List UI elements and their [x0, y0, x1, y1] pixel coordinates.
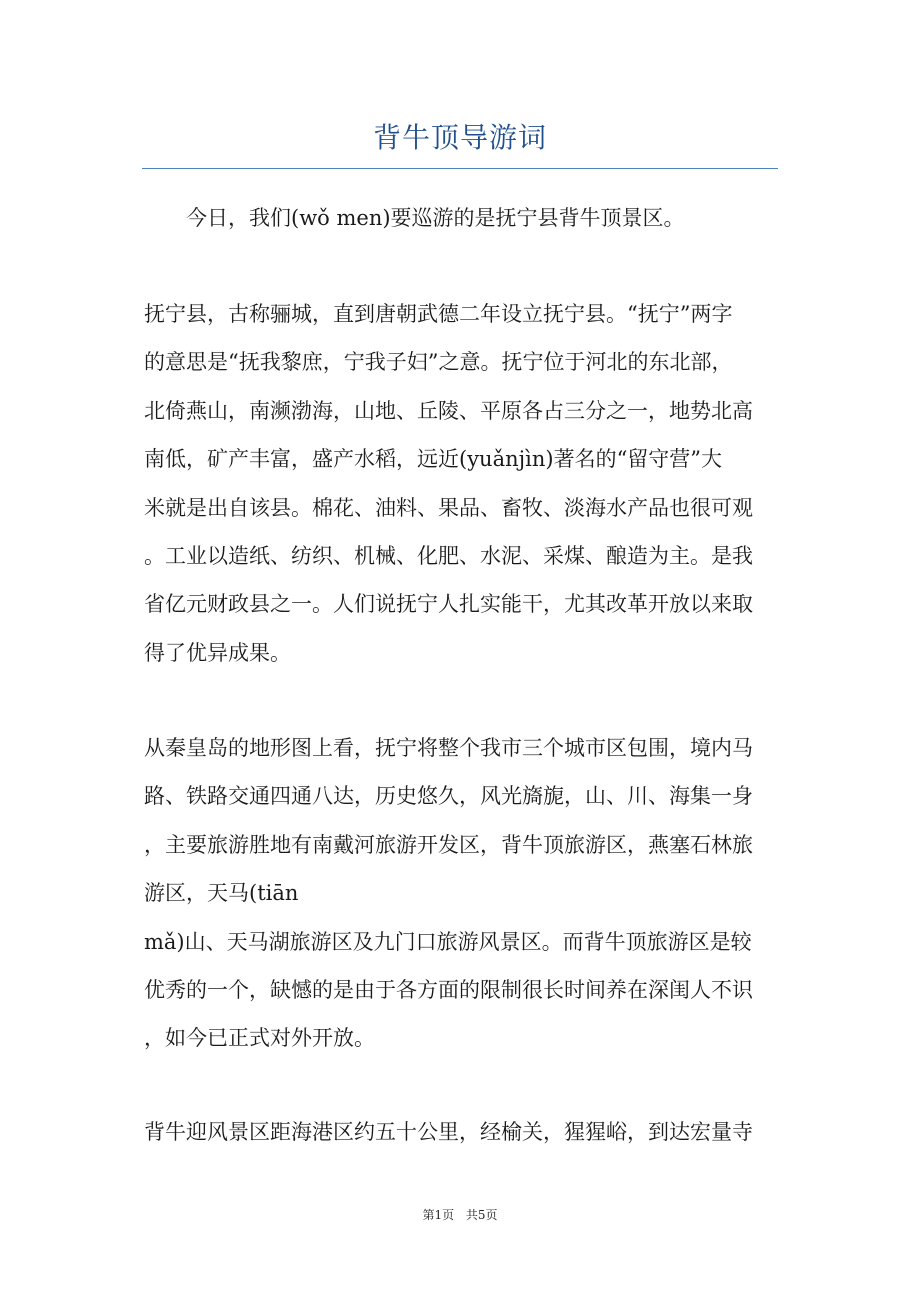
text-line: 。工业以造纸、纺织、机械、化肥、水泥、采煤、酿造为主。是我	[144, 543, 753, 568]
text-line: 得了优异成果。	[144, 640, 291, 665]
text-line: 背牛迎风景区距海港区约五十公里，经榆关，猩猩峪，到达宏量寺	[144, 1120, 753, 1144]
page-number: 第1页	[422, 1208, 455, 1222]
text-line: 游区，天马(tiān	[144, 881, 299, 906]
page-title: 背牛顶导游词	[372, 121, 547, 154]
title-divider	[142, 168, 778, 169]
page-footer	[0, 1207, 920, 1223]
text-line: 从秦皇岛的地形图上看，抚宁将整个我市三个城市区包围，境内马	[144, 736, 753, 760]
text-line: mǎ)山、天马湖旅游区及九门口旅游风景区。而背牛顶旅游区是较	[144, 929, 752, 954]
text-line: 北倚燕山，南濒渤海，山地、丘陵、平原各占三分之一，地势北高	[144, 398, 753, 423]
text-line: 的意思是“抚我黎庶，宁我子妇”之意。抚宁位于河北的东北部，	[144, 350, 733, 375]
text-line: 省亿元财政县之一。人们说抚宁人扎实能干，尤其改革开放以来取	[144, 592, 753, 617]
text-line: 今日，我们(wǒ men)要巡游的是抚宁县背牛顶景区。	[144, 206, 685, 230]
paragraph-scenic-area	[144, 1108, 780, 1156]
paragraph-intro	[144, 194, 780, 242]
text-line: 优秀的一个，缺憾的是由于各方面的限制很长时间养在深闺人不识	[144, 977, 753, 1002]
text-line: 南低，矿产丰富，盛产水稻，远近(yuǎnjìn)著名的“留守营”大	[144, 447, 723, 472]
text-line: 米就是出自该县。棉花、油料、果品、畜牧、淡海水产品也很可观	[144, 495, 753, 520]
text-line: ，如今已正式对外开放。	[144, 1026, 375, 1051]
paragraph-geography	[144, 724, 780, 1063]
text-line: ，主要旅游胜地有南戴河旅游开发区，背牛顶旅游区，燕塞石林旅	[144, 832, 753, 857]
text-line: 路、铁路交通四通八达，历史悠久，风光旖旎，山、川、海集一身	[144, 784, 753, 809]
page-total: 共5页	[465, 1208, 498, 1222]
text-line: 抚宁县，古称骊城，直到唐朝武德二年设立抚宁县。“抚宁”两字	[144, 302, 733, 326]
paragraph-county-overview	[144, 290, 780, 677]
